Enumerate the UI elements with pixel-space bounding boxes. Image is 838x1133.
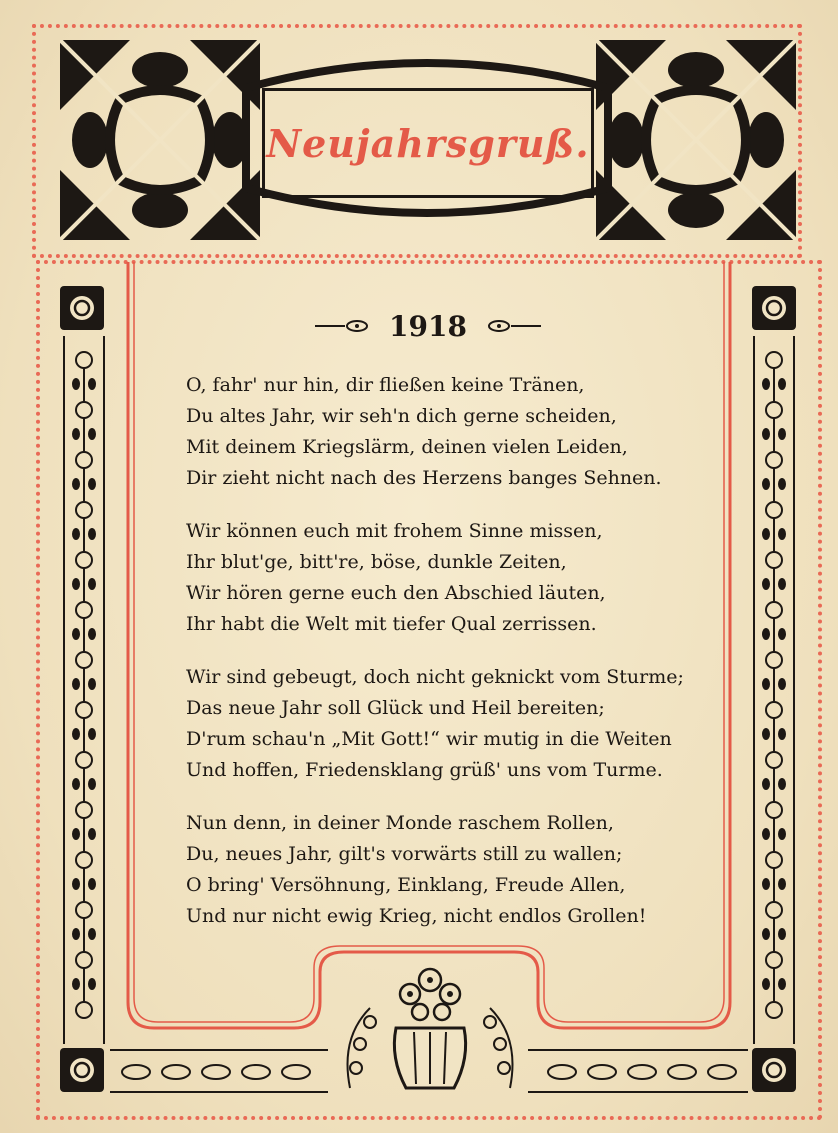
poem-line: Du, neues Jahr, gilt's vorwärts still zu wallen; [186,843,623,865]
year-heading [296,306,560,346]
poem-line: O, fahr' nur hin, dir fließen keine Tränen, [186,374,585,396]
stanza [186,516,706,640]
year-text: 1918 [389,309,467,343]
poem-line: D'rum schau'n „Mit Gott!“ wir mutig in die Weiten [186,728,672,750]
side-ornament-right [748,284,800,1104]
side-ornament-left [58,284,110,1104]
poem-line: Und nur nicht ewig Krieg, nicht endlos Grollen! [186,905,647,927]
flower-vase-icon [330,958,530,1098]
poem-line: Dir zieht nicht nach des Herzens banges Sehnen. [186,467,662,489]
poem-line: Ihr habt die Welt mit tiefer Qual zerrissen. [186,613,597,635]
poem-line: Du altes Jahr, wir seh'n dich gerne scheiden, [186,405,617,427]
poem-line: Nun denn, in deiner Monde raschem Rollen, [186,812,614,834]
poem [186,370,706,954]
poem-line: O bring' Versöhnung, Einklang, Freude Allen, [186,874,626,896]
title-box [262,88,594,198]
poem-line: Wir können euch mit frohem Sinne missen, [186,520,603,542]
poem-line: Ihr blut'ge, bitt're, böse, dunkle Zeiten, [186,551,567,573]
header-ornament-right [596,40,796,240]
poem-line: Das neue Jahr soll Glück und Heil bereiten; [186,697,605,719]
header-ornament-left [60,40,260,240]
stanza [186,808,706,932]
flourish-left-icon [315,318,375,334]
page-title: Neujahrsgruß. [266,120,590,166]
poem-line: Und hoffen, Friedensklang grüß' uns vom Turme. [186,759,663,781]
poem-line: Wir sind gebeugt, doch nicht geknickt vom Sturme; [186,666,684,688]
stanza [186,370,706,494]
stanza [186,662,706,786]
poem-line: Mit deinem Kriegslärm, deinen vielen Leiden, [186,436,628,458]
poem-line: Wir hören gerne euch den Abschied läuten, [186,582,606,604]
flourish-right-icon [481,318,541,334]
